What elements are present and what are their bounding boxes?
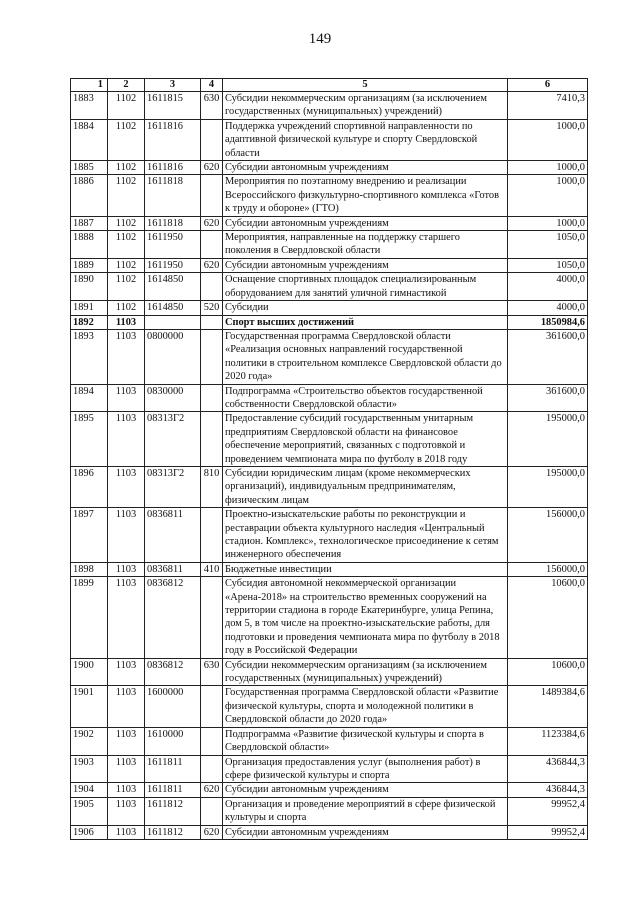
table-row [71,755,588,783]
row-number-cell: 1887 [71,216,108,230]
section-cell: 1103 [108,329,145,384]
target-item-cell: 0836812 [145,658,201,686]
section-cell: 1103 [108,797,145,825]
description-cell: Субсидии некоммерческим организациям (за исключением государственных (муниципальных) учреждений) [223,658,508,686]
row-number-cell: 1897 [71,508,108,563]
description-cell: Субсидия автономной некоммерческой организации «Арена-2018» на строительство временных сооружений на территории стадиона в городе Екатеринбурге, улица Репина, дом 5, в том числе на проектно-изыскательские работы, для подготовки и проведения чемпионата мира по футболу в 2018 году в Российской Федерации [223,577,508,658]
section-cell: 1103 [108,825,145,839]
target-item-cell: 1614850 [145,273,201,301]
amount-cell: 99952,4 [508,825,588,839]
section-cell: 1103 [108,384,145,412]
description-cell: Субсидии автономным учреждениям [223,258,508,272]
expense-type-cell [201,273,223,301]
description-cell: Субсидии юридическим лицам (кроме некоммерческих организаций), индивидуальным предпринимателям, физическим лицам [223,466,508,507]
target-item-cell: 1611950 [145,231,201,259]
target-item-cell: 1611812 [145,797,201,825]
section-cell: 1103 [108,577,145,658]
table-row [71,329,588,384]
row-number-cell: 1890 [71,273,108,301]
expense-type-cell [201,329,223,384]
expense-type-cell [201,119,223,160]
expense-type-cell [201,315,223,329]
table-row [71,301,588,315]
header-cell: 5 [223,79,508,92]
section-cell: 1102 [108,216,145,230]
table-row [71,466,588,507]
expense-type-cell [201,384,223,412]
table-row [71,216,588,230]
expense-type-cell: 630 [201,658,223,686]
table-row [71,273,588,301]
section-cell: 1102 [108,258,145,272]
expense-type-cell [201,508,223,563]
row-number-cell: 1888 [71,231,108,259]
row-number-cell: 1891 [71,301,108,315]
table-row [71,508,588,563]
header-cell: 2 [108,79,145,92]
row-number-cell: 1902 [71,727,108,755]
description-cell: Субсидии [223,301,508,315]
section-cell: 1102 [108,119,145,160]
target-item-cell: 0800000 [145,329,201,384]
description-cell: Субсидии автономным учреждениям [223,161,508,175]
section-cell: 1103 [108,315,145,329]
amount-cell: 99952,4 [508,797,588,825]
row-number-cell: 1894 [71,384,108,412]
amount-cell: 4000,0 [508,273,588,301]
table-row [71,658,588,686]
description-cell: Мероприятия по поэтапному внедрению и реализации Всероссийского физкультурно-спортивного комплекса «Готов к труду и обороне» (ГТО) [223,175,508,216]
amount-cell: 195000,0 [508,412,588,467]
header-cell: 3 [145,79,201,92]
header-row [71,79,588,92]
description-cell: Организация и проведение мероприятий в сфере физической культуры и спорта [223,797,508,825]
amount-cell: 361600,0 [508,384,588,412]
amount-cell: 1000,0 [508,175,588,216]
row-number-cell: 1905 [71,797,108,825]
expense-type-cell: 810 [201,466,223,507]
description-cell: Оснащение спортивных площадок специализированным оборудованием для занятий уличной гимнастикой [223,273,508,301]
amount-cell: 1123384,6 [508,727,588,755]
target-item-cell [145,315,201,329]
description-cell: Предоставление субсидий государственным унитарным предприятиям Свердловской области на финансовое обеспечение мероприятий, связанных с подготовкой и проведением чемпионата мира по футболу в 2018 году [223,412,508,467]
row-number-cell: 1893 [71,329,108,384]
table-row [71,384,588,412]
expense-type-cell [201,175,223,216]
amount-cell: 4000,0 [508,301,588,315]
table-row [71,161,588,175]
row-number-cell: 1895 [71,412,108,467]
target-item-cell: 1611816 [145,119,201,160]
table-row [71,825,588,839]
table-row [71,315,588,329]
section-cell: 1103 [108,783,145,797]
row-number-cell: 1900 [71,658,108,686]
table-row [71,92,588,120]
amount-cell: 156000,0 [508,562,588,576]
header-cell: 4 [201,79,223,92]
section-cell: 1102 [108,231,145,259]
description-cell: Субсидии некоммерческим организациям (за исключением государственных (муниципальных) учреждений) [223,92,508,120]
amount-cell: 436844,3 [508,783,588,797]
target-item-cell: 08313Г2 [145,466,201,507]
expense-type-cell: 410 [201,562,223,576]
target-item-cell: 0836811 [145,508,201,563]
amount-cell: 7410,3 [508,92,588,120]
header-cell: 6 [508,79,588,92]
row-number-cell: 1892 [71,315,108,329]
target-item-cell: 1611812 [145,825,201,839]
row-number-cell: 1883 [71,92,108,120]
section-cell: 1103 [108,562,145,576]
row-number-cell: 1906 [71,825,108,839]
row-number-cell: 1898 [71,562,108,576]
section-cell: 1102 [108,161,145,175]
target-item-cell: 1611811 [145,755,201,783]
target-item-cell: 1614850 [145,301,201,315]
section-cell: 1102 [108,175,145,216]
amount-cell: 156000,0 [508,508,588,563]
section-cell: 1103 [108,466,145,507]
section-cell: 1103 [108,412,145,467]
section-cell: 1103 [108,508,145,563]
description-cell: Подпрограмма «Строительство объектов государственной собственности Свердловской области» [223,384,508,412]
description-cell: Подпрограмма «Развитие физической культуры и спорта в Свердловской области» [223,727,508,755]
table-row [71,686,588,727]
amount-cell: 1000,0 [508,119,588,160]
amount-cell: 361600,0 [508,329,588,384]
amount-cell: 1000,0 [508,216,588,230]
description-cell: Субсидии автономным учреждениям [223,216,508,230]
row-number-cell: 1889 [71,258,108,272]
section-cell: 1103 [108,658,145,686]
description-cell: Субсидии автономным учреждениям [223,783,508,797]
row-number-cell: 1884 [71,119,108,160]
amount-cell: 1850984,6 [508,315,588,329]
section-cell: 1103 [108,686,145,727]
expense-type-cell [201,577,223,658]
expense-type-cell: 620 [201,783,223,797]
description-cell: Мероприятия, направленные на поддержку старшего поколения в Свердловской области [223,231,508,259]
expense-type-cell [201,686,223,727]
row-number-cell: 1904 [71,783,108,797]
target-item-cell: 1600000 [145,686,201,727]
row-number-cell: 1896 [71,466,108,507]
table-body [71,92,588,840]
section-cell: 1103 [108,755,145,783]
expense-type-cell: 620 [201,258,223,272]
table-row [71,727,588,755]
expense-type-cell [201,797,223,825]
section-cell: 1102 [108,92,145,120]
target-item-cell: 0836812 [145,577,201,658]
row-number-cell: 1901 [71,686,108,727]
table-row [71,783,588,797]
target-item-cell: 1611815 [145,92,201,120]
target-item-cell: 1611816 [145,161,201,175]
expense-type-cell: 620 [201,825,223,839]
target-item-cell: 0836811 [145,562,201,576]
description-cell: Организация предоставления услуг (выполнения работ) в сфере физической культуры и спорта [223,755,508,783]
row-number-cell: 1886 [71,175,108,216]
expense-type-cell: 630 [201,92,223,120]
amount-cell: 436844,3 [508,755,588,783]
target-item-cell: 0830000 [145,384,201,412]
amount-cell: 1050,0 [508,258,588,272]
header-cell: 1 [71,79,108,92]
description-cell: Государственная программа Свердловской области «Развитие физической культуры, спорта и молодежной политики в Свердловской области до 2020 года» [223,686,508,727]
expense-type-cell [201,755,223,783]
table-row [71,119,588,160]
row-number-cell: 1903 [71,755,108,783]
description-cell: Проектно-изыскательские работы по реконструкции и реставрации объекта культурного наследия «Центральный стадион. Комплекс», технологическое присоединение к сетям инженерного обеспечения [223,508,508,563]
budget-table [70,78,588,840]
target-item-cell: 1611811 [145,783,201,797]
amount-cell: 10600,0 [508,577,588,658]
target-item-cell: 1611818 [145,216,201,230]
table-row [71,175,588,216]
amount-cell: 1489384,6 [508,686,588,727]
row-number-cell: 1899 [71,577,108,658]
amount-cell: 1050,0 [508,231,588,259]
description-cell: Спорт высших достижений [223,315,508,329]
target-item-cell: 1611950 [145,258,201,272]
target-item-cell: 1610000 [145,727,201,755]
table-row [71,797,588,825]
table-row [71,562,588,576]
table-row [71,577,588,658]
expense-type-cell [201,412,223,467]
amount-cell: 10600,0 [508,658,588,686]
expense-type-cell [201,727,223,755]
target-item-cell: 08313Г2 [145,412,201,467]
amount-cell: 1000,0 [508,161,588,175]
row-number-cell: 1885 [71,161,108,175]
target-item-cell: 1611818 [145,175,201,216]
table-row [71,412,588,467]
expense-type-cell: 520 [201,301,223,315]
expense-type-cell: 620 [201,161,223,175]
expense-type-cell: 620 [201,216,223,230]
section-cell: 1102 [108,301,145,315]
description-cell: Государственная программа Свердловской области «Реализация основных направлений государственной политики в строительном комплексе Свердловской области до 2020 года» [223,329,508,384]
section-cell: 1102 [108,273,145,301]
table-row [71,258,588,272]
description-cell: Бюджетные инвестиции [223,562,508,576]
page-number: 149 [308,31,332,47]
description-cell: Поддержка учреждений спортивной направленности по адаптивной физической культуре и спорту Свердловской области [223,119,508,160]
amount-cell: 195000,0 [508,466,588,507]
expense-type-cell [201,231,223,259]
description-cell: Субсидии автономным учреждениям [223,825,508,839]
section-cell: 1103 [108,727,145,755]
table-row [71,231,588,259]
